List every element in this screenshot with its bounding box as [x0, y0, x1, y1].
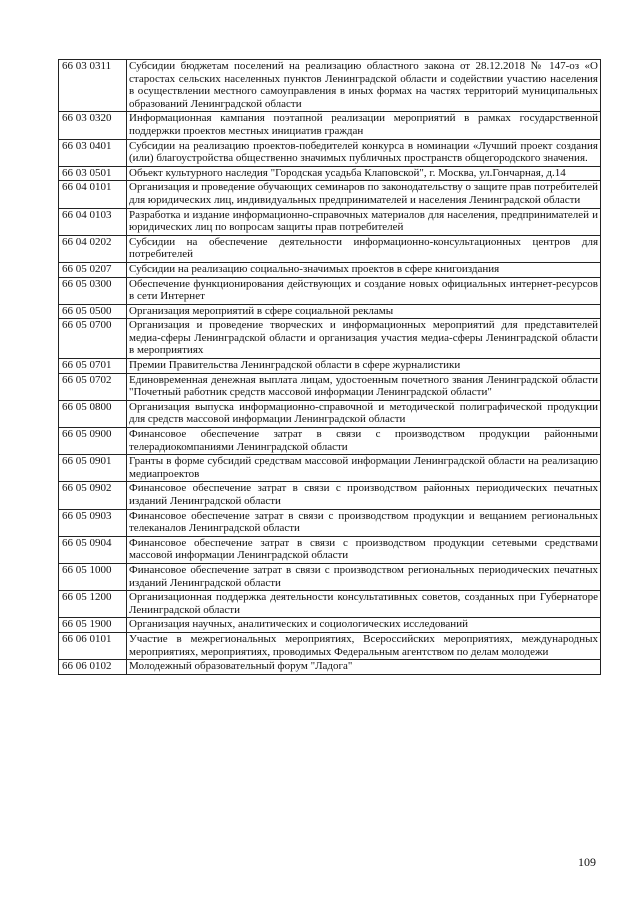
page-number: 109: [578, 855, 596, 869]
row-code: 66 04 0202: [59, 235, 127, 262]
row-code: 66 05 0701: [59, 359, 127, 374]
table-row: [59, 359, 601, 374]
row-code: 66 05 0903: [59, 509, 127, 536]
row-description: Финансовое обеспечение затрат в связи с производством региональных периодических печатных изданий Ленинградской области: [127, 563, 601, 590]
row-code: 66 05 0900: [59, 428, 127, 455]
row-description: Объект культурного наследия "Городская усадьба Клаповской", г. Москва, ул.Гончарная, д.14: [127, 166, 601, 181]
row-code: 66 05 1000: [59, 563, 127, 590]
table-row: [59, 139, 601, 166]
table-row: [59, 660, 601, 675]
row-description: Гранты в форме субсидий средствам массовой информации Ленинградской области на реализацию медиапроектов: [127, 455, 601, 482]
row-code: 66 04 0103: [59, 208, 127, 235]
row-description: Разработка и издание информационно-справочных материалов для населения, предпринимателей и юридических лиц по вопросам защиты прав потребителей: [127, 208, 601, 235]
table-row: [59, 60, 601, 112]
table-row: [59, 509, 601, 536]
row-description: Субсидии на реализацию проектов-победителей конкурса в номинации «Лучший проект создания (или) благоустройства общественно значимых публичных пространств общегородского значения.: [127, 139, 601, 166]
row-code: 66 06 0102: [59, 660, 127, 675]
row-code: 66 05 1200: [59, 591, 127, 618]
row-code: 66 03 0311: [59, 60, 127, 112]
row-code: 66 05 0300: [59, 277, 127, 304]
table-row: [59, 482, 601, 509]
row-code: 66 06 0101: [59, 632, 127, 659]
row-code: 66 05 0702: [59, 373, 127, 400]
row-code: 66 05 0901: [59, 455, 127, 482]
row-description: Финансовое обеспечение затрат в связи с производством районных периодических печатных изданий Ленинградской области: [127, 482, 601, 509]
table-row: [59, 112, 601, 139]
table-row: [59, 400, 601, 427]
row-code: 66 05 0902: [59, 482, 127, 509]
row-code: 66 05 0800: [59, 400, 127, 427]
row-code: 66 03 0501: [59, 166, 127, 181]
row-description: Информационная кампания поэтапной реализации мероприятий в рамках государственной поддержки проектов местных инициатив граждан: [127, 112, 601, 139]
row-code: 66 05 0500: [59, 304, 127, 319]
row-description: Организационная поддержка деятельности консультативных советов, созданных при Губернаторе Ленинградской области: [127, 591, 601, 618]
row-description: Организация выпуска информационно-справочной и методической полиграфической продукции для средств массовой информации Ленинградской области: [127, 400, 601, 427]
row-code: 66 05 0904: [59, 536, 127, 563]
row-description: Обеспечение функционирования действующих и создание новых официальных интернет-ресурсов в сети Интернет: [127, 277, 601, 304]
table-row: [59, 277, 601, 304]
row-description: Организация и проведение обучающих семинаров по законодательству о защите прав потребителей для юридических лиц, индивидуальных предпринимателей и населения Ленинградской области: [127, 181, 601, 208]
table-row: [59, 304, 601, 319]
table-row: [59, 618, 601, 633]
row-description: Субсидии бюджетам поселений на реализацию областного закона от 28.12.2018 № 147-оз «О старостах сельских населенных пунктов Ленинградской области и содействии участию населения в осуществлении местного самоуправления в иных формах на частях территорий муниципальных образований Ленинградской области: [127, 60, 601, 112]
table-row: [59, 455, 601, 482]
table-row: [59, 208, 601, 235]
row-description: Молодежный образовательный форум "Ладога": [127, 660, 601, 675]
table-row: [59, 428, 601, 455]
row-description: Единовременная денежная выплата лицам, удостоенным почетного звания Ленинградской области "Почетный работник средств массовой информации Ленинградской области": [127, 373, 601, 400]
table-row: [59, 373, 601, 400]
row-description: Организация мероприятий в сфере социальной рекламы: [127, 304, 601, 319]
row-description: Премии Правительства Ленинградской области в сфере журналистики: [127, 359, 601, 374]
table-row: [59, 536, 601, 563]
table-row: [59, 319, 601, 359]
table-row: [59, 632, 601, 659]
table-row: [59, 166, 601, 181]
row-description: Финансовое обеспечение затрат в связи с производством продукции районными телерадиокомпаниями Ленинградской области: [127, 428, 601, 455]
table-row: [59, 235, 601, 262]
row-code: 66 03 0401: [59, 139, 127, 166]
row-description: Участие в межрегиональных мероприятиях, Всероссийских мероприятиях, международных мероприятиях, мероприятиях, проводимых Федеральным агентством по делам молодежи: [127, 632, 601, 659]
table-row: [59, 563, 601, 590]
table-row: [59, 262, 601, 277]
row-description: Финансовое обеспечение затрат в связи с производством продукции и вещанием региональных телеканалов Ленинградской области: [127, 509, 601, 536]
row-code: 66 05 0700: [59, 319, 127, 359]
row-description: Субсидии на реализацию социально-значимых проектов в сфере книгоиздания: [127, 262, 601, 277]
table-body: [59, 60, 601, 675]
row-code: 66 05 1900: [59, 618, 127, 633]
row-code: 66 04 0101: [59, 181, 127, 208]
row-code: 66 05 0207: [59, 262, 127, 277]
table-row: [59, 591, 601, 618]
row-description: Организация научных, аналитических и социологических исследований: [127, 618, 601, 633]
row-code: 66 03 0320: [59, 112, 127, 139]
row-description: Субсидии на обеспечение деятельности информационно-консультационных центров для потребителей: [127, 235, 601, 262]
row-description: Финансовое обеспечение затрат в связи с производством продукции сетевыми средствами массовой информации Ленинградской области: [127, 536, 601, 563]
row-description: Организация и проведение творческих и информационных мероприятий для представителей медиа-сферы Ленинградской области и организация участия медиа-сферы Ленинградской области в мероприятиях: [127, 319, 601, 359]
budget-classification-table: [58, 59, 601, 675]
table-row: [59, 181, 601, 208]
